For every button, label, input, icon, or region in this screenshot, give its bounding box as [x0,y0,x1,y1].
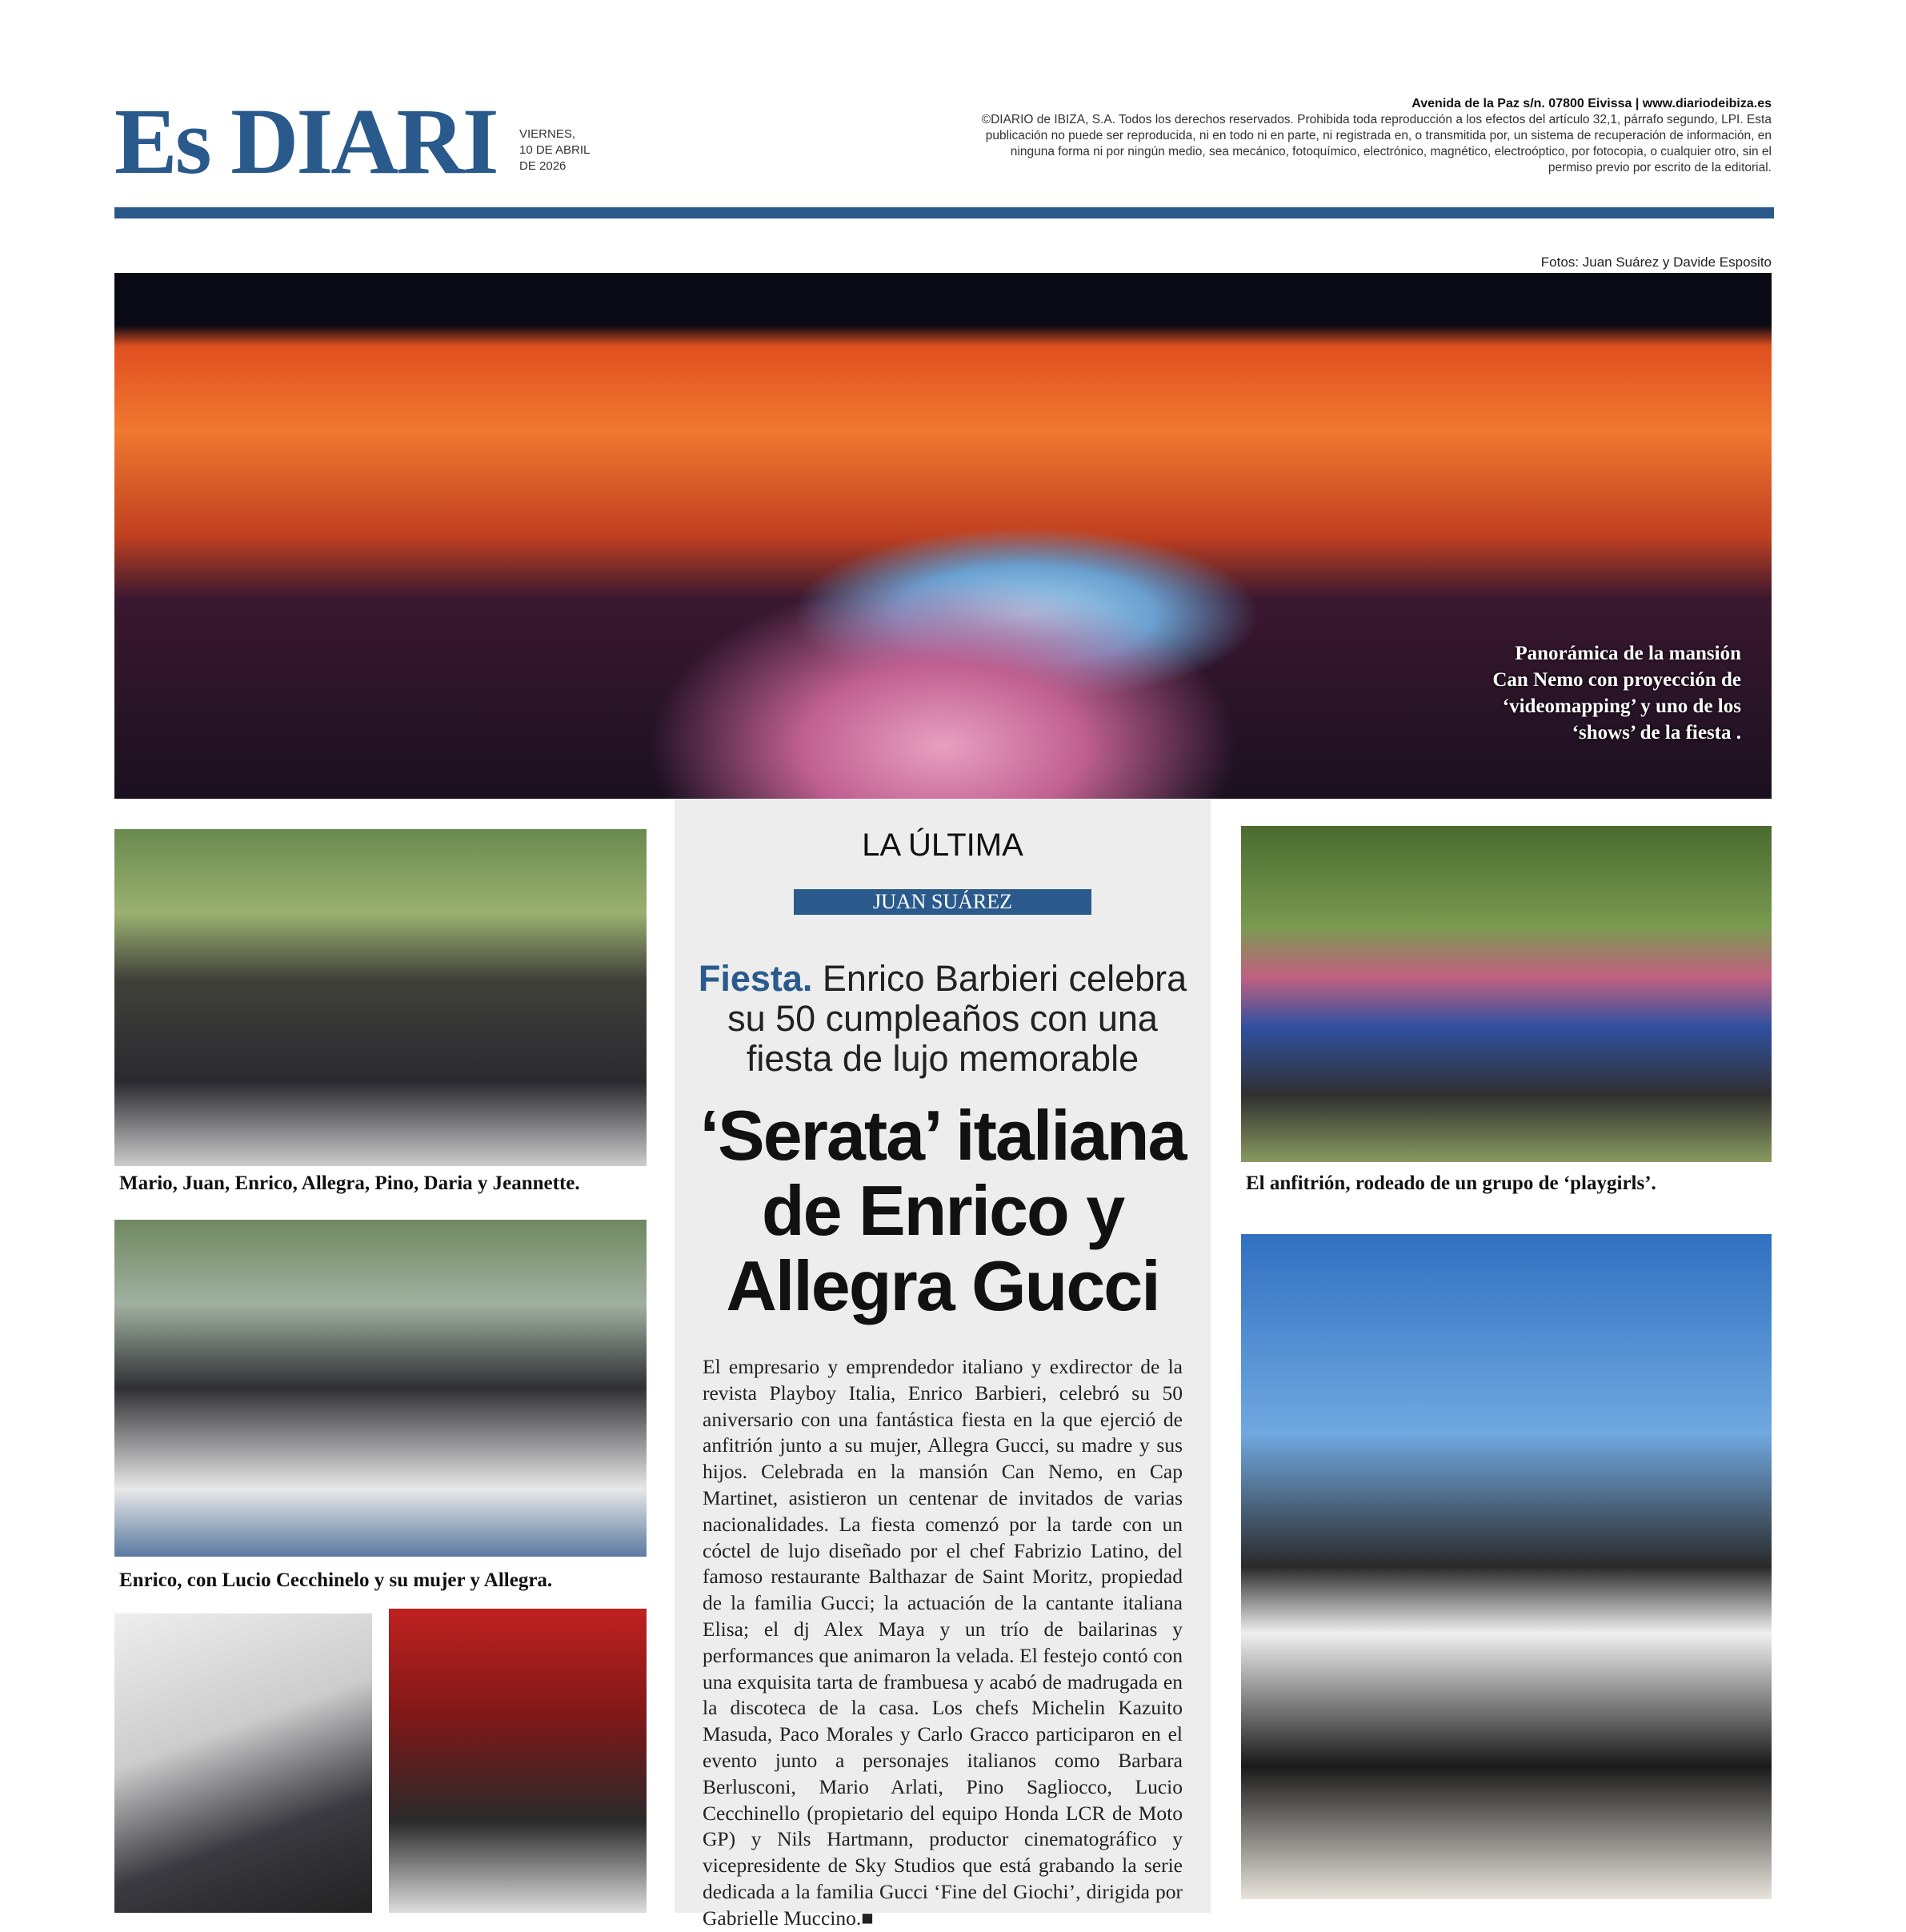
section-title: LA ÚLTIMA [862,828,1023,863]
masthead-logo: Es DIARI [114,89,497,194]
subhead-text: Enrico Barbieri celebra su 50 cumpleaños con una fiesta de lujo memorable [727,958,1187,1079]
caption-guests-group: Mario, Juan, Enrico, Allegra, Pino, Daria y Jeannette. [119,1172,580,1194]
caption-host-playgirls: El anfitrión, rodeado de un grupo de ‘playgirls’. [1246,1172,1656,1194]
main-photo-mansion [114,273,1772,799]
address: Avenida de la Paz s/n. 07800 Eivissa | www.diariodeibiza.es [1411,97,1772,110]
article-body: El empresario y emprendedor italiano y exdirector de la revista Playboy Italia, Enrico Barbieri, celebró su 50 aniversario con una fantástica fiesta en la que ejerció de anfitrión junto a su mujer, Allegra Gucci, su madre y sus hijos. Celebrada en la mansión Can Nemo, en Cap Martinet, asistieron un centenar de invitados de varias nacionalidades. La fiesta comenzó por la tarde con un cóctel de lujo diseñado por el chef Fabrizio Latino, del famoso restaurante Balthazar de Saint Moritz, propiedad de la familia Gucci; la actuación de la cantante italiana Elisa; el dj Alex Maya y un trío de bailarinas y performances que animaron la velada. El festejo contó con una exquisita tarta de frambuesa y acabó de madrugada en la discoteca de la casa. Los chefs Michelin Kazuito Masuda, Paco Morales y Carlo Gracco participaron en el evento junto a personajes italianos como Barbara Berlusconi, Mario Arlati, Pino Sagliocco, Lucio Cecchinello (propietario del equipo Honda LCR de Moto GP) y Nils Hartmann, productor cinematográfico y vicepresidente de Sky Studios que está grabando la serie dedicada a la familia Gucci ‘Fine del Giochi’, dirigida por Gabrielle Muccino.■ [703,1355,1183,1930]
article-headline: ‘Serata’ italiana de Enrico y Allegra Gucci [699,1096,1186,1325]
caption-enrico-lucio: Enrico, con Lucio Cecchinelo y su mujer y Allegra. [119,1569,553,1591]
kicker: Fiesta. [698,958,813,999]
photo-singer [114,1613,372,1913]
photo-host-playgirls [1241,826,1772,1162]
photo-dancer [389,1609,647,1913]
photo-guests-group [114,829,647,1166]
main-photo-caption: Panorámica de la mansión Can Nemo con proyección de ‘videomapping’ y uno de los ‘shows’ de la fiesta . [1492,643,1741,744]
article-subhead [696,959,1189,1079]
issue-date: VIERNES, 10 DE ABRIL DE 2026 [519,127,590,173]
publisher-info [971,96,1772,176]
photo-credit: Fotos: Juan Suárez y Davide Esposito [1540,255,1772,270]
photo-enrico-allegra [1241,1234,1772,1899]
photo-enrico-lucio [114,1220,647,1557]
copyright-notice: ©DIARIO de IBIZA, S.A. Todos los derechos reservados. Prohibida toda reproducción a los efectos del artículo 32,1, párrafo segundo, LPI. Esta publicación no puede ser reproducida, ni en todo ni en parte, ni registrada en, o transmitida por, un sistema de recuperación de información, en ninguna forma ni por ningún medio, sea mecánico, fotoquímico, electrónico, magnético, electroóptico, por fotocopia, o cualquier otro, sin el permiso previo por escrito de la editorial. [981,113,1772,174]
header-rule [114,207,1774,218]
author-byline: JUAN SUÁREZ [794,889,1091,915]
